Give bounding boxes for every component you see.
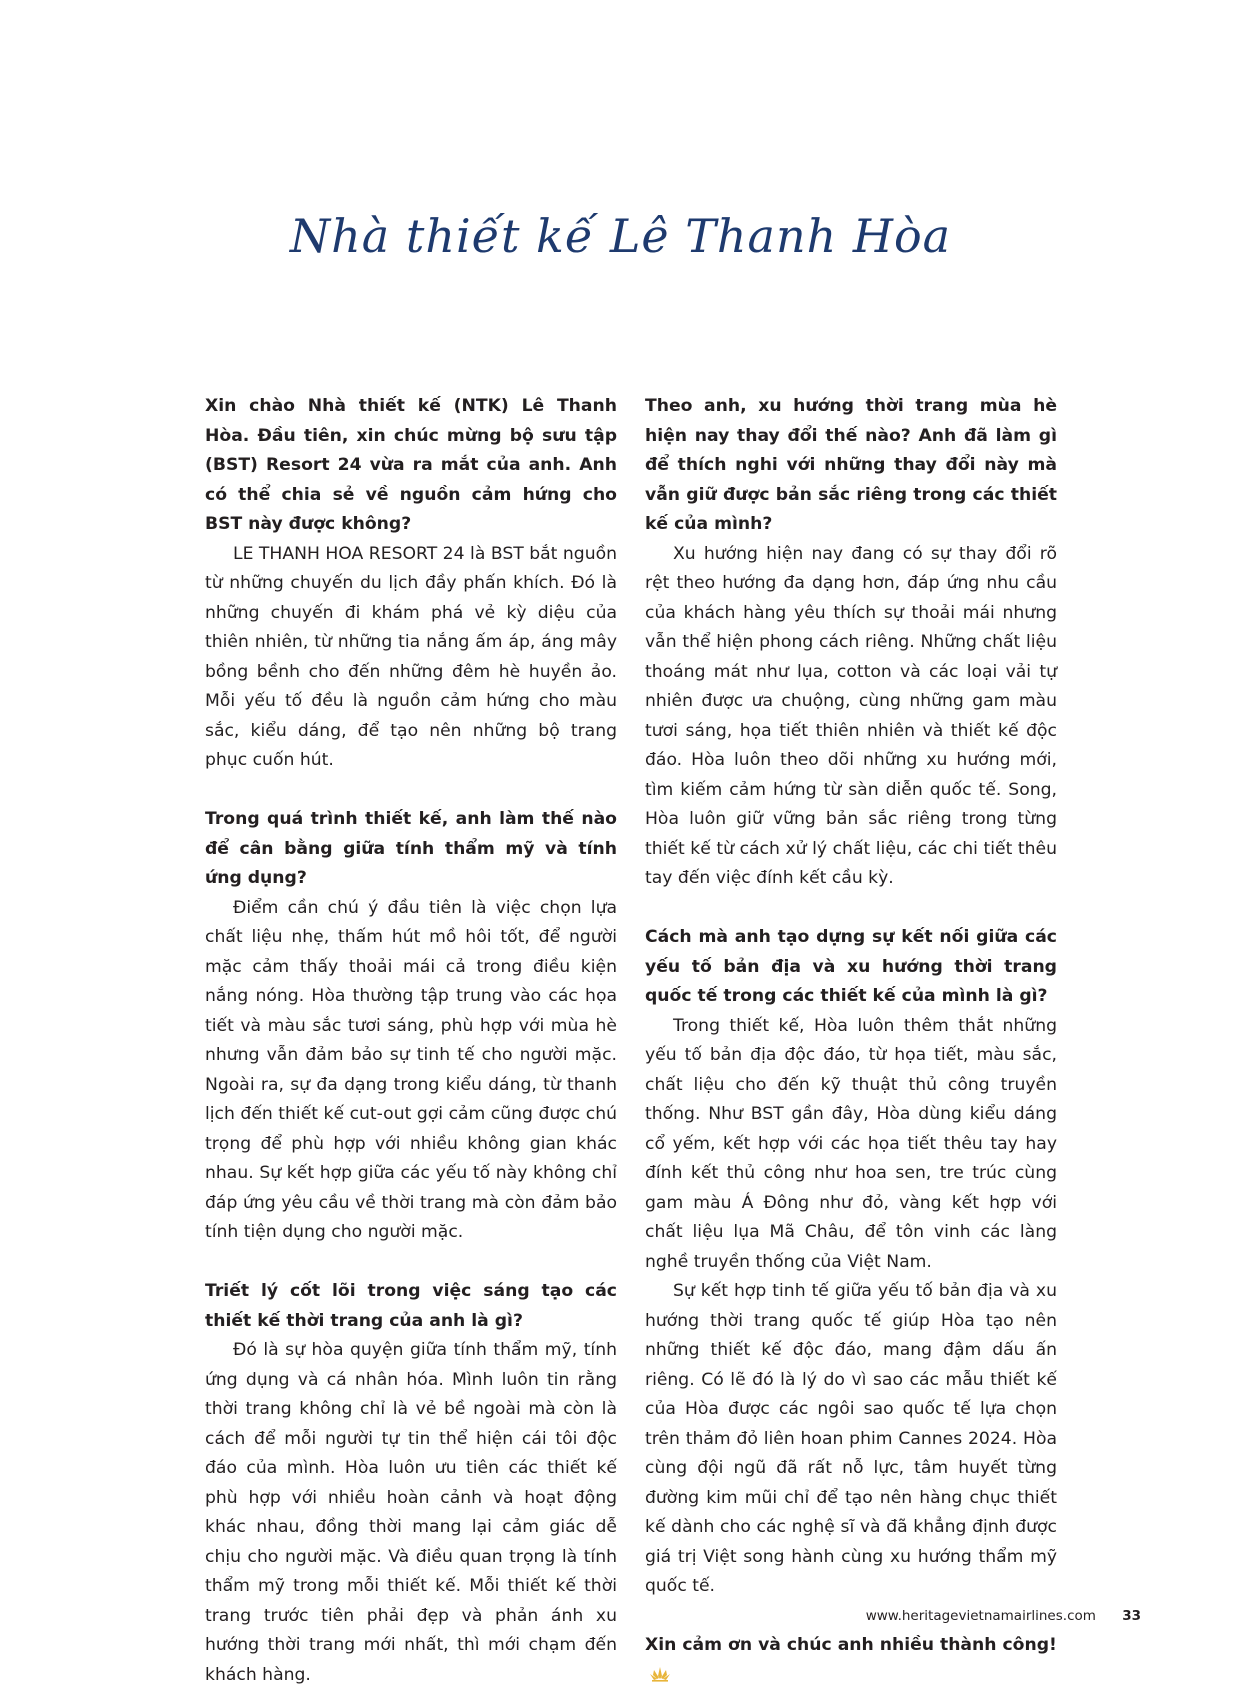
page-footer [866,1608,1141,1624]
question-1: Xin chào Nhà thiết kế (NTK) Lê Thanh Hòa. Đầu tiên, xin chúc mừng bộ sưu tập (BST) Resort 24 vừa ra mắt của anh. Anh có thể chia sẻ về nguồn cảm hứng cho BST này được không? [205,392,617,540]
article-title: Nhà thiết kế Lê Thanh Hòa [0,209,1241,263]
left-column [205,392,617,1690]
closing-text: Xin cảm ơn và chúc anh nhiều thành công! [645,1635,1057,1655]
question-4: Theo anh, xu hướng thời trang mùa hè hiện nay thay đổi thế nào? Anh đã làm gì để thích nghi với những thay đổi này mà vẫn giữ được bản sắc riêng trong các thiết kế của mình? [645,392,1057,540]
page-number: 33 [1122,1608,1141,1624]
spacer [645,894,1057,924]
question-5: Cách mà anh tạo dựng sự kết nối giữa các yếu tố bản địa và xu hướng thời trang quốc tế trong các thiết kế của mình là gì? [645,923,1057,1012]
answer-4: Xu hướng hiện nay đang có sự thay đổi rõ rệt theo hướng đa dạng hơn, đáp ứng nhu cầu của khách hàng yêu thích sự thoải mái nhưng vẫn thể hiện phong cách riêng. Những chất liệu thoáng mát như lụa, cotton và các loại vải tự nhiên được ưa chuộng, cùng những gam màu tươi sáng, họa tiết thiên nhiên và thiết kế độc đáo. Hòa luôn theo dõi những xu hướng mới, tìm kiếm cảm hứng từ sàn diễn quốc tế. Song, Hòa luôn giữ vững bản sắc riêng trong từng thiết kế từ cách xử lý chất liệu, các chi tiết thêu tay đến việc đính kết cầu kỳ. [645,540,1057,894]
spacer [205,1248,617,1278]
question-2: Trong quá trình thiết kế, anh làm thế nào để cân bằng giữa tính thẩm mỹ và tính ứng dụng? [205,805,617,894]
answer-1: LE THANH HOA RESORT 24 là BST bắt nguồn từ những chuyến du lịch đầy phấn khích. Đó là những chuyến đi khám phá vẻ kỳ diệu của thiên nhiên, từ những tia nắng ấm áp, áng mây bồng bềnh cho đến những đêm hè huyền ảo. Mỗi yếu tố đều là nguồn cảm hứng cho màu sắc, kiểu dáng, để tạo nên những bộ trang phục cuốn hút. [205,540,617,776]
website-url[interactable]: www.heritagevietnamairlines.com [866,1608,1096,1624]
answer-2: Điểm cần chú ý đầu tiên là việc chọn lựa chất liệu nhẹ, thấm hút mồ hôi tốt, để người mặc cảm thấy thoải mái cả trong điều kiện nắng nóng. Hòa thường tập trung vào các họa tiết và màu sắc tươi sáng, phù hợp với mùa hè nhưng vẫn đảm bảo sự tinh tế cho người mặc. Ngoài ra, sự đa dạng trong kiểu dáng, từ thanh lịch đến thiết kế cut-out gợi cảm cũng được chú trọng để phù hợp với nhiều không gian khác nhau. Sự kết hợp giữa các yếu tố này không chỉ đáp ứng yêu cầu về thời trang mà còn đảm bảo tính tiện dụng cho người mặc. [205,894,617,1248]
question-3: Triết lý cốt lõi trong việc sáng tạo các thiết kế thời trang của anh là gì? [205,1277,617,1336]
answer-3: Đó là sự hòa quyện giữa tính thẩm mỹ, tính ứng dụng và cá nhân hóa. Mình luôn tin rằng thời trang không chỉ là vẻ bề ngoài mà còn là cách để mỗi người tự tin thể hiện cái tôi độc đáo của mình. Hòa luôn ưu tiên các thiết kế phù hợp với nhiều hoàn cảnh và hoạt động khác nhau, đồng thời mang lại cảm giác dễ chịu cho người mặc. Và điều quan trọng là tính thẩm mỹ trong mỗi thiết kế. Mỗi thiết kế thời trang trước tiên phải đẹp và phản ánh xu hướng thời trang mới nhất, thì mới chạm đến khách hàng. [205,1336,617,1690]
answer-5-continued: Sự kết hợp tinh tế giữa yếu tố bản địa và xu hướng thời trang quốc tế giúp Hòa tạo nên những thiết kế độc đáo, mang đậm dấu ấn riêng. Có lẽ đó là lý do vì sao các mẫu thiết kế của Hòa được các ngôi sao quốc tế lựa chọn trên thảm đỏ liên hoan phim Cannes 2024. Hòa cùng đội ngũ đã rất nỗ lực, tâm huyết từng đường kim mũi chỉ để tạo nên hàng chục thiết kế dành cho các nghệ sĩ và đã khẳng định được giá trị Việt song hành cùng xu hướng thẩm mỹ quốc tế. [645,1277,1057,1602]
right-column [645,392,1057,1692]
lotus-icon [649,1663,671,1692]
closing-line [645,1631,1057,1692]
spacer [205,776,617,806]
answer-5: Trong thiết kế, Hòa luôn thêm thắt những yếu tố bản địa độc đáo, từ họa tiết, màu sắc, chất liệu cho đến kỹ thuật thủ công truyền thống. Như BST gần đây, Hòa dùng kiểu dáng cổ yếm, kết hợp với các họa tiết thêu tay hay đính kết thủ công như hoa sen, tre trúc cùng gam màu Á Đông như đỏ, vàng kết hợp với chất liệu lụa Mã Châu, để tôn vinh các làng nghề truyền thống của Việt Nam. [645,1012,1057,1278]
